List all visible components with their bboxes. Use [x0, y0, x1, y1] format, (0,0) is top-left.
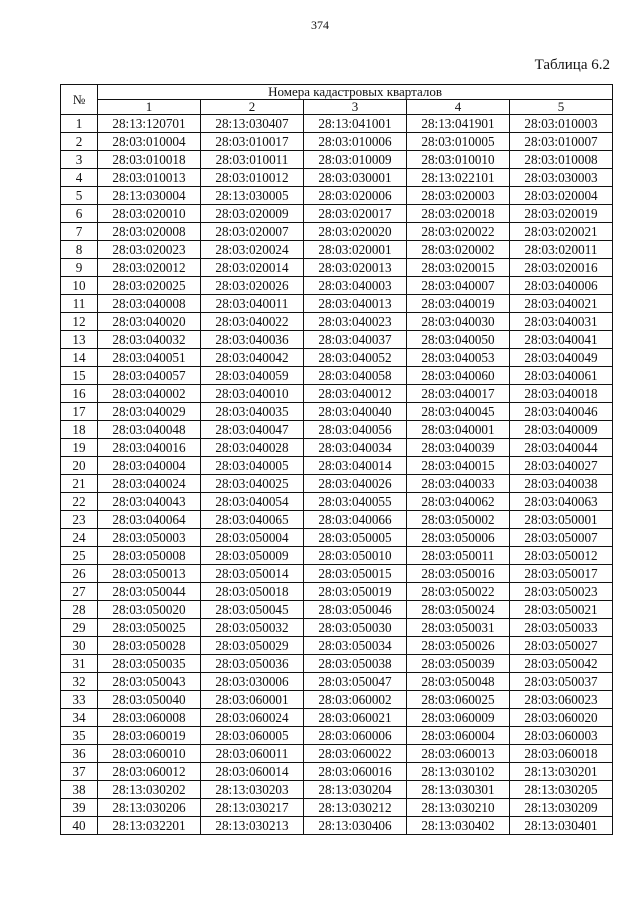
table-row: [61, 817, 613, 835]
cadastral-number-cell: 28:03:040062: [407, 493, 510, 511]
cadastral-number-cell: 28:03:020010: [98, 205, 201, 223]
table-row: [61, 205, 613, 223]
cadastral-number-cell: 28:03:050042: [510, 655, 613, 673]
cadastral-number-cell: 28:03:050007: [510, 529, 613, 547]
cadastral-number-cell: 28:13:030301: [407, 781, 510, 799]
cadastral-number-cell: 28:03:040020: [98, 313, 201, 331]
cadastral-number-cell: 28:03:060020: [510, 709, 613, 727]
cadastral-number-cell: 28:03:040038: [510, 475, 613, 493]
row-number-cell: 26: [61, 565, 98, 583]
cadastral-number-cell: 28:03:020016: [510, 259, 613, 277]
cadastral-number-cell: 28:03:040065: [201, 511, 304, 529]
table-row: [61, 151, 613, 169]
row-number-cell: 15: [61, 367, 98, 385]
cadastral-number-cell: 28:03:020019: [510, 205, 613, 223]
cadastral-number-cell: 28:03:040046: [510, 403, 613, 421]
cadastral-number-cell: 28:03:020015: [407, 259, 510, 277]
row-number-cell: 34: [61, 709, 98, 727]
cadastral-number-cell: 28:03:040022: [201, 313, 304, 331]
cadastral-number-cell: 28:13:030004: [98, 187, 201, 205]
cadastral-number-cell: 28:03:050030: [304, 619, 407, 637]
cadastral-number-cell: 28:03:020018: [407, 205, 510, 223]
cadastral-number-cell: 28:03:050009: [201, 547, 304, 565]
cadastral-number-cell: 28:03:040056: [304, 421, 407, 439]
cadastral-number-cell: 28:13:030217: [201, 799, 304, 817]
cadastral-number-cell: 28:03:050021: [510, 601, 613, 619]
cadastral-number-cell: 28:03:040007: [407, 277, 510, 295]
row-number-cell: 36: [61, 745, 98, 763]
cadastral-number-cell: 28:03:060021: [304, 709, 407, 727]
table-row: [61, 493, 613, 511]
cadastral-number-cell: 28:03:030001: [304, 169, 407, 187]
cadastral-number-cell: 28:13:041001: [304, 115, 407, 133]
table-row: [61, 691, 613, 709]
cadastral-number-cell: 28:03:010003: [510, 115, 613, 133]
table-group-header-row: [61, 85, 613, 100]
row-number-cell: 37: [61, 763, 98, 781]
table-row: [61, 367, 613, 385]
cadastral-number-cell: 28:13:030210: [407, 799, 510, 817]
cadastral-number-cell: 28:03:010011: [201, 151, 304, 169]
row-number-cell: 18: [61, 421, 98, 439]
cadastral-number-cell: 28:03:040059: [201, 367, 304, 385]
cadastral-number-cell: 28:03:050006: [407, 529, 510, 547]
cadastral-number-cell: 28:03:040008: [98, 295, 201, 313]
cadastral-number-cell: 28:03:040004: [98, 457, 201, 475]
row-number-cell: 7: [61, 223, 98, 241]
cadastral-number-cell: 28:03:020008: [98, 223, 201, 241]
cadastral-number-cell: 28:03:050022: [407, 583, 510, 601]
row-number-cell: 10: [61, 277, 98, 295]
cadastral-number-cell: 28:03:040055: [304, 493, 407, 511]
cadastral-number-cell: 28:03:020007: [201, 223, 304, 241]
row-number-cell: 31: [61, 655, 98, 673]
cadastral-number-cell: 28:03:050046: [304, 601, 407, 619]
cadastral-number-cell: 28:03:020026: [201, 277, 304, 295]
table-row: [61, 655, 613, 673]
cadastral-number-cell: 28:03:050005: [304, 529, 407, 547]
cadastral-number-cell: 28:03:040040: [304, 403, 407, 421]
cadastral-number-cell: 28:03:050002: [407, 511, 510, 529]
cadastral-number-cell: 28:13:032201: [98, 817, 201, 835]
cadastral-number-cell: 28:13:030406: [304, 817, 407, 835]
cadastral-number-cell: 28:03:050033: [510, 619, 613, 637]
cadastral-number-cell: 28:03:060022: [304, 745, 407, 763]
cadastral-number-cell: 28:03:060003: [510, 727, 613, 745]
table-row: [61, 529, 613, 547]
row-number-cell: 8: [61, 241, 98, 259]
row-number-cell: 25: [61, 547, 98, 565]
row-number-cell: 29: [61, 619, 98, 637]
table-row: [61, 565, 613, 583]
cadastral-number-cell: 28:03:040023: [304, 313, 407, 331]
cadastral-number-cell: 28:13:030204: [304, 781, 407, 799]
cadastral-number-cell: 28:03:050036: [201, 655, 304, 673]
cadastral-number-cell: 28:03:060005: [201, 727, 304, 745]
table-row: [61, 709, 613, 727]
row-number-cell: 13: [61, 331, 98, 349]
table-row: [61, 673, 613, 691]
table-row: [61, 583, 613, 601]
cadastral-number-cell: 28:03:040054: [201, 493, 304, 511]
row-number-cell: 35: [61, 727, 98, 745]
cadastral-number-cell: 28:03:050020: [98, 601, 201, 619]
cadastral-number-cell: 28:03:040012: [304, 385, 407, 403]
row-number-cell: 2: [61, 133, 98, 151]
cadastral-number-cell: 28:03:050032: [201, 619, 304, 637]
cadastral-number-cell: 28:03:020017: [304, 205, 407, 223]
cadastral-number-cell: 28:03:040017: [407, 385, 510, 403]
cadastral-number-cell: 28:03:050023: [510, 583, 613, 601]
cadastral-number-cell: 28:03:060025: [407, 691, 510, 709]
cadastral-number-cell: 28:03:050010: [304, 547, 407, 565]
table-row: [61, 349, 613, 367]
row-number-cell: 22: [61, 493, 98, 511]
cadastral-number-cell: 28:03:060009: [407, 709, 510, 727]
table-row: [61, 745, 613, 763]
cadastral-number-cell: 28:13:030213: [201, 817, 304, 835]
cadastral-number-cell: 28:03:040003: [304, 277, 407, 295]
cadastral-number-cell: 28:03:060023: [510, 691, 613, 709]
cadastral-number-cell: 28:03:060013: [407, 745, 510, 763]
cadastral-number-cell: 28:03:060001: [201, 691, 304, 709]
cadastral-number-cell: 28:13:030005: [201, 187, 304, 205]
cadastral-number-cell: 28:03:010008: [510, 151, 613, 169]
row-number-cell: 11: [61, 295, 98, 313]
cadastral-number-cell: 28:03:040058: [304, 367, 407, 385]
cadastral-number-cell: 28:03:050001: [510, 511, 613, 529]
row-number-cell: 27: [61, 583, 98, 601]
cadastral-number-cell: 28:03:060016: [304, 763, 407, 781]
cadastral-number-cell: 28:03:040035: [201, 403, 304, 421]
row-number-cell: 28: [61, 601, 98, 619]
column-header: 5: [510, 100, 613, 115]
row-number-cell: 38: [61, 781, 98, 799]
cadastral-number-cell: 28:03:060019: [98, 727, 201, 745]
table-row: [61, 799, 613, 817]
cadastral-number-cell: 28:03:040063: [510, 493, 613, 511]
cadastral-number-cell: 28:03:040030: [407, 313, 510, 331]
table-row: [61, 169, 613, 187]
row-number-cell: 30: [61, 637, 98, 655]
cadastral-number-cell: 28:03:040036: [201, 331, 304, 349]
table-row: [61, 619, 613, 637]
cadastral-number-cell: 28:03:050011: [407, 547, 510, 565]
table-row: [61, 223, 613, 241]
cadastral-number-cell: 28:13:030401: [510, 817, 613, 835]
row-number-cell: 23: [61, 511, 98, 529]
cadastral-number-cell: 28:03:050045: [201, 601, 304, 619]
column-header: 3: [304, 100, 407, 115]
cadastral-number-cell: 28:03:030003: [510, 169, 613, 187]
row-number-cell: 12: [61, 313, 98, 331]
cadastral-number-cell: 28:13:030206: [98, 799, 201, 817]
cadastral-number-cell: 28:03:040002: [98, 385, 201, 403]
table-row: [61, 133, 613, 151]
cadastral-number-cell: 28:03:010013: [98, 169, 201, 187]
row-number-cell: 40: [61, 817, 98, 835]
cadastral-number-cell: 28:03:050028: [98, 637, 201, 655]
cadastral-number-cell: 28:03:010018: [98, 151, 201, 169]
cadastral-number-cell: 28:03:050003: [98, 529, 201, 547]
table-row: [61, 385, 613, 403]
row-number-cell: 39: [61, 799, 98, 817]
cadastral-number-cell: 28:03:050013: [98, 565, 201, 583]
cadastral-number-cell: 28:03:020003: [407, 187, 510, 205]
cadastral-number-cell: 28:03:050048: [407, 673, 510, 691]
cadastral-number-cell: 28:03:050019: [304, 583, 407, 601]
cadastral-number-cell: 28:03:040028: [201, 439, 304, 457]
page-number: 374: [311, 18, 329, 32]
cadastral-number-cell: 28:03:040018: [510, 385, 613, 403]
cadastral-number-cell: 28:03:040048: [98, 421, 201, 439]
cadastral-number-cell: 28:03:050012: [510, 547, 613, 565]
cadastral-number-cell: 28:03:040044: [510, 439, 613, 457]
cadastral-number-cell: 28:03:050034: [304, 637, 407, 655]
table-row: [61, 403, 613, 421]
table-row: [61, 727, 613, 745]
cadastral-number-cell: 28:03:020021: [510, 223, 613, 241]
cadastral-number-cell: 28:03:020020: [304, 223, 407, 241]
cadastral-number-cell: 28:03:050025: [98, 619, 201, 637]
cadastral-number-cell: 28:03:020004: [510, 187, 613, 205]
cadastral-number-cell: 28:03:050027: [510, 637, 613, 655]
cadastral-number-cell: 28:03:050043: [98, 673, 201, 691]
row-number-cell: 24: [61, 529, 98, 547]
cadastral-number-cell: 28:03:050015: [304, 565, 407, 583]
cadastral-number-cell: 28:03:040013: [304, 295, 407, 313]
table-row: [61, 115, 613, 133]
cadastral-number-cell: 28:03:040024: [98, 475, 201, 493]
cadastral-number-cell: 28:03:040049: [510, 349, 613, 367]
cadastral-number-cell: 28:03:010017: [201, 133, 304, 151]
cadastral-number-cell: 28:03:040009: [510, 421, 613, 439]
cadastral-number-cell: 28:03:050035: [98, 655, 201, 673]
table-row: [61, 259, 613, 277]
cadastral-number-cell: 28:03:040043: [98, 493, 201, 511]
cadastral-number-cell: 28:03:060002: [304, 691, 407, 709]
cadastral-number-cell: 28:03:010009: [304, 151, 407, 169]
row-number-header: №: [61, 85, 98, 115]
cadastral-number-cell: 28:03:050044: [98, 583, 201, 601]
table-row: [61, 295, 613, 313]
cadastral-number-cell: 28:03:040025: [201, 475, 304, 493]
cadastral-number-cell: 28:03:050047: [304, 673, 407, 691]
column-header: 1: [98, 100, 201, 115]
row-number-cell: 4: [61, 169, 98, 187]
row-number-cell: 5: [61, 187, 98, 205]
column-header: 2: [201, 100, 304, 115]
row-number-cell: 3: [61, 151, 98, 169]
cadastral-number-cell: 28:03:020002: [407, 241, 510, 259]
cadastral-number-cell: 28:03:050037: [510, 673, 613, 691]
row-number-cell: 1: [61, 115, 98, 133]
cadastral-number-cell: 28:03:020009: [201, 205, 304, 223]
cadastral-number-cell: 28:13:030205: [510, 781, 613, 799]
cadastral-number-cell: 28:13:030203: [201, 781, 304, 799]
cadastral-number-cell: 28:03:010004: [98, 133, 201, 151]
cadastral-number-cell: 28:03:020023: [98, 241, 201, 259]
cadastral-number-cell: 28:03:040032: [98, 331, 201, 349]
cadastral-number-cell: 28:03:020006: [304, 187, 407, 205]
table-row: [61, 313, 613, 331]
cadastral-number-cell: 28:03:040019: [407, 295, 510, 313]
cadastral-number-cell: 28:03:050040: [98, 691, 201, 709]
cadastral-number-cell: 28:03:040021: [510, 295, 613, 313]
cadastral-number-cell: 28:03:040006: [510, 277, 613, 295]
cadastral-number-cell: 28:03:020013: [304, 259, 407, 277]
cadastral-number-cell: 28:03:040053: [407, 349, 510, 367]
cadastral-number-cell: 28:03:060008: [98, 709, 201, 727]
cadastral-number-cell: 28:03:040037: [304, 331, 407, 349]
cadastral-number-cell: 28:03:060006: [304, 727, 407, 745]
cadastral-number-cell: 28:03:040042: [201, 349, 304, 367]
cadastral-number-cell: 28:03:040064: [98, 511, 201, 529]
row-number-cell: 20: [61, 457, 98, 475]
cadastral-number-cell: 28:13:030407: [201, 115, 304, 133]
table-row: [61, 421, 613, 439]
cadastral-number-cell: 28:03:010010: [407, 151, 510, 169]
cadastral-number-cell: 28:13:022101: [407, 169, 510, 187]
row-number-cell: 33: [61, 691, 98, 709]
cadastral-number-cell: 28:03:060014: [201, 763, 304, 781]
cadastral-number-cell: 28:03:030006: [201, 673, 304, 691]
cadastral-number-cell: 28:03:040041: [510, 331, 613, 349]
cadastral-number-cell: 28:03:020001: [304, 241, 407, 259]
table-column-header-row: [61, 100, 613, 115]
cadastral-number-cell: 28:13:030202: [98, 781, 201, 799]
row-number-cell: 19: [61, 439, 98, 457]
cadastral-number-cell: 28:03:040052: [304, 349, 407, 367]
cadastral-number-cell: 28:03:040011: [201, 295, 304, 313]
table-row: [61, 781, 613, 799]
cadastral-number-cell: 28:03:050016: [407, 565, 510, 583]
cadastral-number-cell: 28:03:050014: [201, 565, 304, 583]
cadastral-number-cell: 28:03:040047: [201, 421, 304, 439]
cadastral-number-cell: 28:03:020012: [98, 259, 201, 277]
cadastral-number-cell: 28:03:040031: [510, 313, 613, 331]
cadastral-number-cell: 28:03:040029: [98, 403, 201, 421]
cadastral-number-cell: 28:03:020024: [201, 241, 304, 259]
cadastral-number-cell: 28:13:041901: [407, 115, 510, 133]
table-row: [61, 601, 613, 619]
table-row: [61, 763, 613, 781]
cadastral-quarters-table: [60, 84, 613, 835]
cadastral-number-cell: 28:03:050031: [407, 619, 510, 637]
table-row: [61, 457, 613, 475]
cadastral-number-cell: 28:03:010005: [407, 133, 510, 151]
cadastral-number-cell: 28:03:060024: [201, 709, 304, 727]
cadastral-number-cell: 28:03:060018: [510, 745, 613, 763]
cadastral-number-cell: 28:03:040057: [98, 367, 201, 385]
cadastral-number-cell: 28:03:040039: [407, 439, 510, 457]
cadastral-number-cell: 28:03:050018: [201, 583, 304, 601]
cadastral-number-cell: 28:13:030209: [510, 799, 613, 817]
cadastral-number-cell: 28:03:040066: [304, 511, 407, 529]
cadastral-number-cell: 28:03:040061: [510, 367, 613, 385]
cadastral-number-cell: 28:03:040050: [407, 331, 510, 349]
cadastral-number-cell: 28:03:020014: [201, 259, 304, 277]
cadastral-number-cell: 28:03:060012: [98, 763, 201, 781]
cadastral-number-cell: 28:03:020011: [510, 241, 613, 259]
row-number-cell: 14: [61, 349, 98, 367]
table-row: [61, 187, 613, 205]
cadastral-number-cell: 28:03:050039: [407, 655, 510, 673]
table-row: [61, 331, 613, 349]
cadastral-number-cell: 28:13:030402: [407, 817, 510, 835]
cadastral-number-cell: 28:03:040027: [510, 457, 613, 475]
cadastral-number-cell: 28:03:050008: [98, 547, 201, 565]
row-number-cell: 17: [61, 403, 98, 421]
table-row: [61, 547, 613, 565]
cadastral-number-cell: 28:03:040034: [304, 439, 407, 457]
cadastral-number-cell: 28:03:060011: [201, 745, 304, 763]
cadastral-number-cell: 28:03:040045: [407, 403, 510, 421]
cadastral-number-cell: 28:03:040015: [407, 457, 510, 475]
cadastral-number-cell: 28:03:050024: [407, 601, 510, 619]
cadastral-number-cell: 28:03:050004: [201, 529, 304, 547]
cadastral-number-cell: 28:13:120701: [98, 115, 201, 133]
cadastral-numbers-header: Номера кадастровых кварталов: [98, 85, 613, 100]
table-row: [61, 475, 613, 493]
cadastral-number-cell: 28:03:040016: [98, 439, 201, 457]
cadastral-number-cell: 28:03:050038: [304, 655, 407, 673]
cadastral-number-cell: 28:03:020022: [407, 223, 510, 241]
cadastral-number-cell: 28:03:020025: [98, 277, 201, 295]
cadastral-number-cell: 28:03:050029: [201, 637, 304, 655]
cadastral-number-cell: 28:13:030102: [407, 763, 510, 781]
table-row: [61, 637, 613, 655]
cadastral-number-cell: 28:03:060004: [407, 727, 510, 745]
cadastral-number-cell: 28:03:060010: [98, 745, 201, 763]
cadastral-number-cell: 28:03:040014: [304, 457, 407, 475]
cadastral-number-cell: 28:13:030212: [304, 799, 407, 817]
cadastral-number-cell: 28:03:040060: [407, 367, 510, 385]
table-caption: Таблица 6.2: [534, 57, 610, 73]
table-row: [61, 241, 613, 259]
cadastral-number-cell: 28:13:030201: [510, 763, 613, 781]
cadastral-number-cell: 28:03:040001: [407, 421, 510, 439]
table-row: [61, 277, 613, 295]
row-number-cell: 21: [61, 475, 98, 493]
cadastral-number-cell: 28:03:010006: [304, 133, 407, 151]
cadastral-number-cell: 28:03:040010: [201, 385, 304, 403]
cadastral-number-cell: 28:03:040051: [98, 349, 201, 367]
cadastral-number-cell: 28:03:050026: [407, 637, 510, 655]
cadastral-number-cell: 28:03:010007: [510, 133, 613, 151]
cadastral-number-cell: 28:03:040026: [304, 475, 407, 493]
column-header: 4: [407, 100, 510, 115]
cadastral-number-cell: 28:03:010012: [201, 169, 304, 187]
cadastral-number-cell: 28:03:040005: [201, 457, 304, 475]
cadastral-number-cell: 28:03:050017: [510, 565, 613, 583]
row-number-cell: 16: [61, 385, 98, 403]
table-row: [61, 439, 613, 457]
row-number-cell: 6: [61, 205, 98, 223]
table-row: [61, 511, 613, 529]
row-number-cell: 9: [61, 259, 98, 277]
table-body: [61, 115, 613, 835]
cadastral-number-cell: 28:03:040033: [407, 475, 510, 493]
row-number-cell: 32: [61, 673, 98, 691]
